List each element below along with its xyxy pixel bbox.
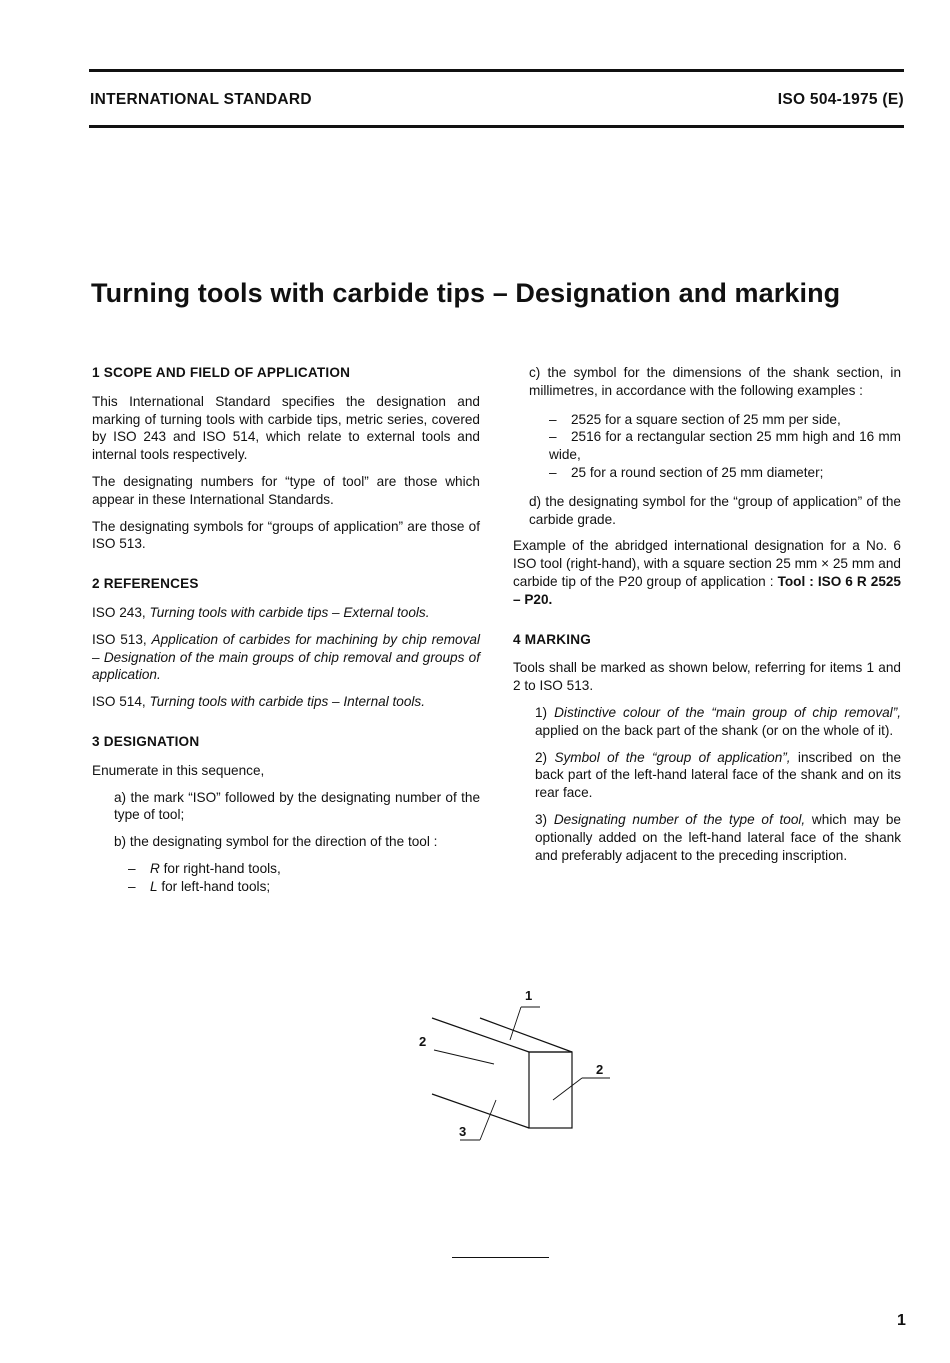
item-text: the symbol for the dimensions of the shank section, in millimetres, in accordance with the following examples : [529,365,902,398]
designation-intro: Enumerate in this sequence, [92,762,265,778]
leader-2-left [434,1050,494,1064]
footer-rule [452,1257,549,1258]
section-1-heading: 1 SCOPE AND FIELD OF APPLICATION [92,365,351,380]
shank-top-edge [480,1018,572,1052]
sub-item-left-hand [92,878,480,896]
dash-bullet: – [549,464,557,480]
item-text: the designating symbol for the direction of the tool : [129,834,438,850]
item-label: 1) [535,704,548,720]
dash-bullet: – [549,411,557,427]
dash-bullet: – [128,878,136,894]
direction-symbol: L [150,878,158,894]
sub-item-square [513,411,901,429]
direction-symbol: R [150,860,160,876]
item-italic: Distinctive colour of the “main group of chip removal”, [554,704,902,720]
document-title: Turning tools with carbide tips – Designation and marking [91,278,841,308]
item-text: the mark “ISO” followed by the designating number of the type of tool; [114,789,481,823]
list-item-b [92,833,480,851]
shank-bottom-edge [432,1094,529,1128]
item-label: c) [529,365,541,380]
list-item-a [92,789,480,825]
item-text: applied on the back part of the shank (or on the whole of it). [535,722,894,738]
item-text: the designating symbol for the “group of application” of the carbide grade. [529,493,901,527]
callout-2-right: 2 [596,1062,604,1077]
reference-title: Turning tools with carbide tips – External tools. [149,604,430,620]
marking-item-1 [513,704,901,740]
section-3-heading: 3 DESIGNATION [92,733,200,749]
shank-marking-diagram [410,980,630,1160]
reference-number: ISO 514, [92,694,146,710]
scope-paragraph-1: This International Standard specifies the designation and marking of turning tools with carbide tips, metric series, covered by ISO 243 and ISO 514, which relate to external tools and internal tools respectively. [92,393,480,463]
item-italic: Symbol of the “group of application”, [554,749,791,765]
reference-number: ISO 513, [92,631,147,647]
designation-example [513,537,901,608]
reference-title: Turning tools with carbide tips – Internal tools. [149,694,425,710]
callout-3: 3 [459,1124,467,1139]
sub-item-text: 2525 for a square section of 25 mm per side, [571,411,841,427]
section-2-heading: 2 REFERENCES [92,576,199,592]
callout-2-left: 2 [419,1034,427,1049]
sub-item-rectangular [513,428,901,464]
sub-item-right-hand [92,860,480,878]
header-rule [89,125,904,128]
leader-2-right [553,1078,582,1100]
item-label: d) [529,493,542,509]
item-label: 2) [535,749,548,765]
reference-iso-514 [92,693,480,711]
header-standard-label: INTERNATIONAL STANDARD [90,91,312,108]
item-text: inscribed on the back part of the left-hand lateral face of the shank and on its rear face. [535,749,902,801]
leader-lines [434,1007,610,1140]
right-column [513,364,901,864]
sub-item-text: 2516 for a rectangular section 25 mm high and 16 mm wide, [549,429,901,463]
list-item-d [513,493,901,529]
scope-paragraph-2: The designating numbers for “type of tool” are those which appear in these International Standards. [92,473,480,507]
section-4-heading: 4 MARKING [513,631,592,647]
dash-bullet: – [549,429,557,445]
sub-item-text: for left-hand tools; [157,878,271,894]
page-number: 1 [897,1312,906,1329]
leader-1 [510,1007,521,1040]
marking-item-3 [513,811,901,864]
dash-bullet: – [128,860,136,876]
list-item-c [513,364,901,400]
marking-item-2 [513,749,901,802]
shank-top-left-edge [432,1018,529,1052]
reference-number: ISO 243, [92,604,146,620]
item-label: b) [114,834,127,850]
item-label: a) [114,789,127,805]
shank-outline [432,1018,572,1128]
sub-item-round [513,464,901,482]
callout-1: 1 [525,988,533,1003]
reference-iso-243 [92,604,480,622]
item-label: 3) [535,811,548,827]
reference-title: Application of carbides for machining by chip removal – Designation of the main groups of chip removal and groups of application. [92,631,480,683]
header-document-code: ISO 504-1975 (E) [777,91,904,108]
leader-3 [480,1100,496,1140]
item-italic: Designating number of the type of tool, [553,811,806,827]
example-designation: Tool : ISO 6 R 2525 – P20. [513,573,901,607]
item-text: which may be optionally added on the left-hand lateral face of the shank and preferably adjacent to the preceding inscription. [535,811,901,863]
sub-item-text: for right-hand tools, [159,860,281,876]
left-column [92,364,480,896]
example-text: Example of the abridged international designation for a No. 6 ISO tool (right-hand), with a square section 25 mm × 25 mm and carbide tip of the P20 group of application : [513,538,901,589]
scope-paragraph-3: The designating symbols for “groups of application” are those of ISO 513. [92,518,480,552]
marking-intro: Tools shall be marked as shown below, referring for items 1 and 2 to ISO 513. [513,660,901,694]
reference-iso-513 [92,631,480,684]
top-rule [89,69,904,72]
sub-item-text: 25 for a round section of 25 mm diameter; [571,464,824,480]
